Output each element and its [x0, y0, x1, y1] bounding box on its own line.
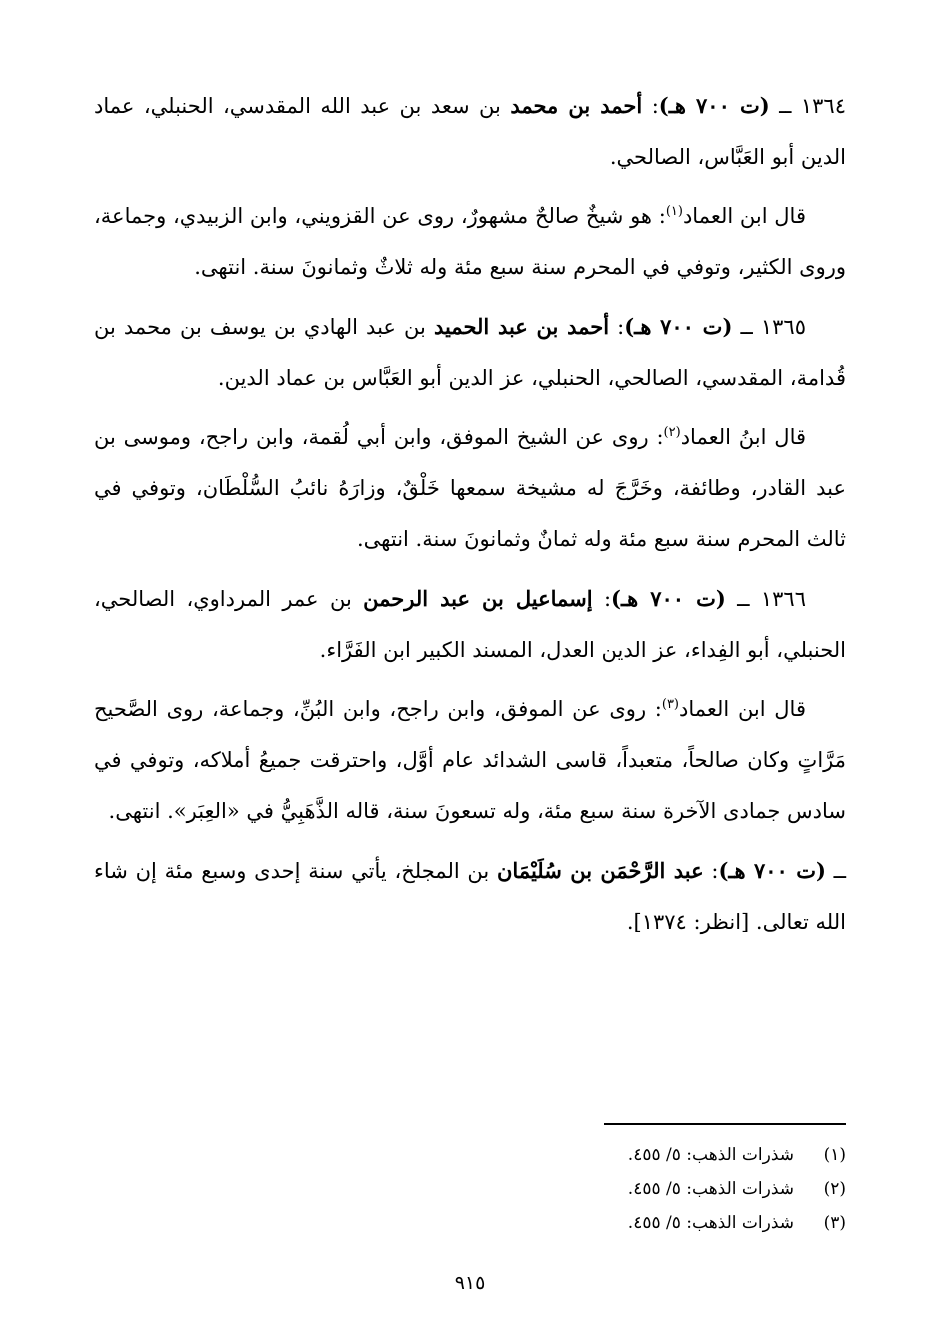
entry-name: إسماعيل بن عبد الرحمن: [363, 586, 593, 611]
entry-name: أحمد بن عبد الحميد: [433, 314, 610, 339]
main-text: [94, 80, 846, 948]
entry-1365-heading: [94, 301, 846, 404]
quote-intro: قال ابنُ العماد: [680, 425, 807, 449]
footnote-divider: [604, 1123, 846, 1125]
entry-date: (ت ٧٠٠ هـ): [624, 314, 733, 339]
footnote-text: شذرات الذهب: ٥/ ٤٥٥.: [627, 1179, 794, 1199]
quote-intro: قال ابن العماد: [679, 697, 806, 721]
quote-text: : روى عن الشيخ الموفق، وابن أبي لُقمة، وابن راجح، وموسى بن عبد القادر، وطائفة، وخَرَّجَ له مشيخة سمعها خَلْقٌ، وزارَهُ نائبُ السُّلْطَان، وتوفي في ثالث المحرم سنة سبع مئة وله ثمانٌ وثمانونَ سنة. انتهى.: [94, 425, 846, 551]
entry-number: ١٣٦٦: [760, 587, 806, 611]
dash: ــ: [769, 94, 801, 118]
entry-name: أحمد بن محمد: [510, 93, 643, 118]
footnote-marker[interactable]: (٢): [663, 425, 681, 440]
entry-number: ١٣٦٤: [800, 94, 846, 118]
entry-cross-reference: [94, 845, 846, 948]
footnote-item: [94, 1138, 846, 1172]
footnote-item: [94, 1206, 846, 1240]
entry-date: (ت ٧٠٠ هـ): [611, 586, 726, 611]
entry-number: ١٣٦٥: [760, 315, 806, 339]
entry-text: بن عمر المرداوي، الصالحي، الحنبلي، أبو الفِداء، عز الدين العدل، المسند الكبير ابن الفَرَّاء.: [94, 587, 846, 662]
entry-text: بن المجلخ، يأتي سنة إحدى وسبع مئة إن شاء الله تعالى. [انظر: ١٣٧٤].: [94, 859, 846, 934]
colon: :: [609, 315, 625, 339]
footnote-number: (٣): [823, 1213, 846, 1233]
colon: :: [703, 859, 719, 883]
footnote-item: [94, 1172, 846, 1206]
footnote-number: (٢): [823, 1179, 846, 1199]
footnote-number: (١): [823, 1145, 846, 1165]
footnotes: [94, 1138, 846, 1240]
footnote-text: شذرات الذهب: ٥/ ٤٥٥.: [627, 1213, 794, 1233]
entry-text: بن عبد الهادي بن يوسف بن محمد بن قُدامة، المقدسي، الصالحي، الحنبلي، عز الدين أبو العَبَّاس بن عماد الدين.: [94, 315, 846, 390]
entry-1364-heading: [94, 80, 846, 183]
entry-1364-quote: [94, 191, 846, 293]
entry-date: (ت ٧٠٠ هـ): [718, 858, 826, 883]
dash: ــ: [825, 859, 846, 883]
colon: :: [592, 587, 612, 611]
footnote-marker[interactable]: (١): [665, 204, 683, 219]
dash: ــ: [725, 587, 761, 611]
dash: ــ: [732, 315, 761, 339]
quote-intro: قال ابن العماد: [682, 204, 806, 228]
colon: :: [642, 94, 659, 118]
entry-1366-heading: [94, 573, 846, 676]
page-number: ٩١٥: [454, 1272, 486, 1294]
quote-text: : روى عن الموفق، وابن راجح، وابن البُنِّ، وجماعة، روى الصَّحيح مَرَّاتٍ وكان صالحاً، متعبداً، قاسى الشدائد عام أوَّل، واحترقت جميعُ أملاكه، وتوفي في سادس جمادى الآخرة سنة سبع مئة، وله تسعونَ سنة، قاله الذَّهَبِيُّ في «العِبَر». انتهى.: [94, 697, 846, 823]
entry-name: عبد الرَّحْمَن بن سُلَيْمَان: [497, 858, 704, 883]
quote-text: : هو شيخٌ صالحٌ مشهورٌ، روى عن القزويني، وابن الزبيدي، وجماعة، وروى الكثير، وتوفي في المحرم سنة سبع مئة وله ثلاثٌ وثمانونَ سنة. انتهى.: [94, 204, 846, 279]
entry-text: بن سعد بن عبد الله المقدسي، الحنبلي، عماد الدين أبو العَبَّاس، الصالحي.: [94, 94, 846, 169]
entry-1366-quote: [94, 684, 846, 837]
footnote-marker[interactable]: (٣): [661, 697, 679, 712]
entry-1365-quote: [94, 412, 846, 565]
footnote-text: شذرات الذهب: ٥/ ٤٥٥.: [627, 1145, 794, 1165]
entry-date: (ت ٧٠٠ هـ): [658, 93, 770, 118]
